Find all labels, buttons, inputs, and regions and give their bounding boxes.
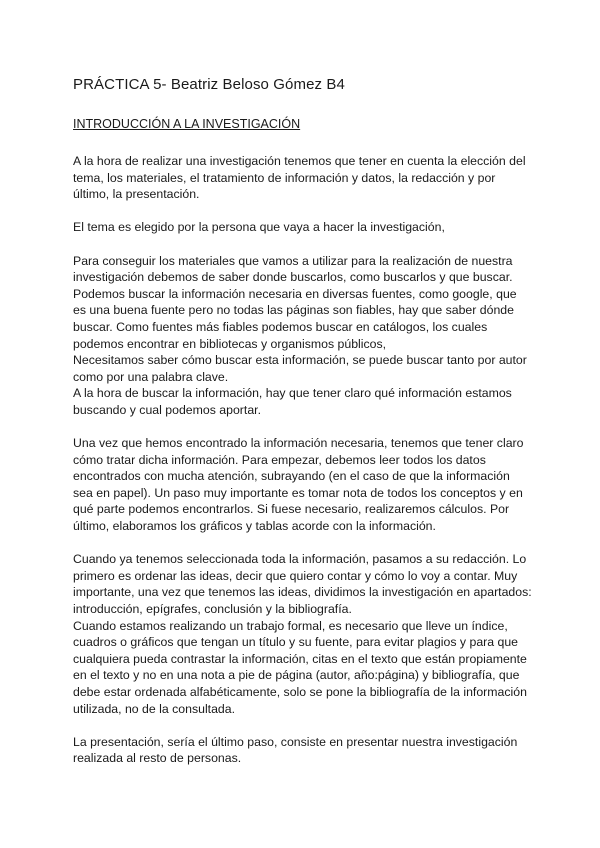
- paragraph: Una vez que hemos encontrado la información necesaria, tenemos que tener claro cómo tratar dicha información. Para empezar, debemos leer todos los datos encontrados con mucha atención, subrayando (en el caso de que la información sea en papel). Un paso muy importante es tomar nota de todos los conceptos y en qué parte podemos encontrarlos. Si fuese necesario, realizaremos cálculos. Por último, elaboramos los gráficos y tablas acorde con la información.: [73, 436, 524, 534]
- paragraph: Podemos buscar la información necesaria en diversas fuentes, como google, que es una buena fuente pero no todas las páginas son fiables, hay que saber dónde buscar. Como fuentes más fiables podemos buscar en catálogos, los cuales podemos encontrar en bibliotecas y organismos públicos,: [73, 286, 517, 351]
- document-title: PRÁCTICA 5- Beatriz Beloso Gómez B4: [73, 76, 345, 93]
- paragraph: Para conseguir los materiales que vamos a utilizar para la realización de nuestra investigación debemos de saber donde buscarlos, como buscarlos y que buscar.: [73, 253, 513, 285]
- paragraph: A la hora de buscar la información, hay que tener claro qué información estamos buscando y cual podemos aportar.: [73, 386, 512, 417]
- paragraph: Necesitamos saber cómo buscar esta información, se puede buscar tanto por autor como por una palabra clave.: [73, 353, 527, 384]
- paragraph: A la hora de realizar una investigación tenemos que tener en cuenta la elección del tema, los materiales, el tratamiento de información y datos, la redacción y por último, la presentación.: [73, 154, 526, 202]
- paragraph: Cuando ya tenemos seleccionada toda la información, pasamos a su redacción. Lo primero es ordenar las ideas, decir que quiero contar y cómo lo voy a contar. Muy importante, una vez que tenemos las ideas, dividimos la investigación en apartados: introducción, epígrafes, conclusión y la bibliografía.: [73, 552, 532, 617]
- paragraph: El tema es elegido por la persona que vaya a hacer la investigación,: [73, 220, 445, 235]
- paragraph: Cuando estamos realizando un trabajo formal, es necesario que lleve un índice, cuadros o gráficos que tengan un título y su fuente, para evitar plagios y para que cualquiera pueda contrastar la información, citas en el texto que están propiamente en el texto y no en una nota a pie de página (autor, año:página) y bibliografía, que debe estar ordenada alfabéticamente, solo se pone la bibliografía de la información utilizada, no de la consultada.: [73, 618, 527, 716]
- document-body: [73, 76, 533, 767]
- paragraph: La presentación, sería el último paso, consiste en presentar nuestra investigación realizada al resto de personas.: [73, 734, 518, 766]
- section-heading: INTRODUCCIÓN A LA INVESTIGACIÓN: [73, 117, 301, 131]
- paragraph-gap: [73, 717, 533, 734]
- paragraph-gap: [73, 236, 533, 253]
- paragraph-gap: [73, 535, 533, 552]
- paragraph-gap: [73, 203, 533, 220]
- paragraph-gap: [73, 419, 533, 436]
